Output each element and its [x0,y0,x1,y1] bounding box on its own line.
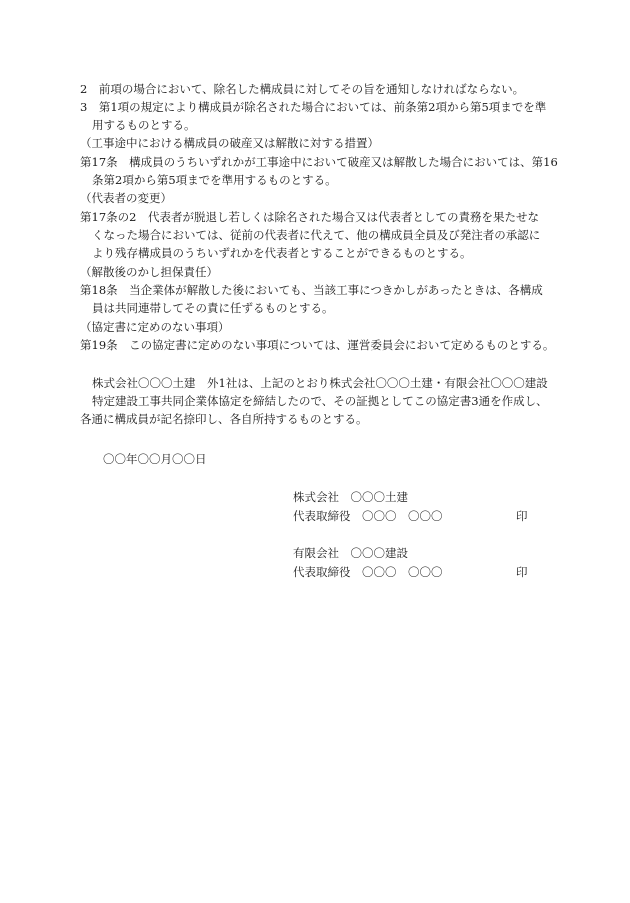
paragraph-line: 2 前項の場合において、除名した構成員に対してその旨を通知しなければならない。 [80,82,525,96]
section-heading: （協定書に定めのない事項） [80,320,230,334]
paragraph-line: 条第2項から第5項までを準用するものとする。 [92,173,337,187]
section-heading: （工事途中における構成員の破産又は解散に対する措置） [80,136,379,150]
seal-mark: 印 [516,509,528,523]
closing-line: 株式会社〇〇〇土建 外1社は、上記のとおり株式会社〇〇〇土建・有限会社〇〇〇建設 [92,376,548,390]
paragraph-line: 3 第1項の規定により構成員が除名された場合においては、前条第2項から第5項までを準 [80,100,547,114]
paragraph-line: 用するものとする。 [92,118,196,132]
signatory-company: 有限会社 〇〇〇建設 [293,546,408,560]
signatory-company: 株式会社 〇〇〇土建 [293,490,408,504]
signatory-representative: 代表取締役 〇〇〇 〇〇〇 [293,565,443,579]
paragraph-line: 第19条 この協定書に定めのない事項については、運営委員会において定めるものとする。 [80,338,555,352]
seal-mark: 印 [516,565,528,579]
section-heading: （代表者の変更） [80,191,172,205]
closing-line: 各通に構成員が記名捺印し、各自所持するものとする。 [80,412,368,426]
section-heading: （解散後のかし担保責任） [80,265,218,279]
paragraph-line: 第17条の2 代表者が脱退し若しくは除名された場合又は代表者としての責務を果たせな [80,210,539,224]
paragraph-line: 第17条 構成員のうちいずれかが工事途中において破産又は解散した場合においては、第16 [80,155,558,169]
paragraph-line: より残存構成員のうちいずれかを代表者とすることができるものとする。 [92,246,472,260]
paragraph-line: くなった場合においては、従前の代表者に代えて、他の構成員全員及び発注者の承認に [92,228,541,242]
paragraph-line: 第18条 当企業体が解散した後においても、当該工事につきかしがあったときは、各構成 [80,283,543,297]
paragraph-line: 員は共同連帯してその責に任ずるものとする。 [92,301,334,315]
closing-line: 特定建設工事共同企業体協定を締結したので、その証拠としてこの協定書3通を作成し、 [92,394,548,408]
signatory-representative: 代表取締役 〇〇〇 〇〇〇 [293,509,443,523]
agreement-date: 〇〇年〇〇月〇〇日 [103,452,207,466]
